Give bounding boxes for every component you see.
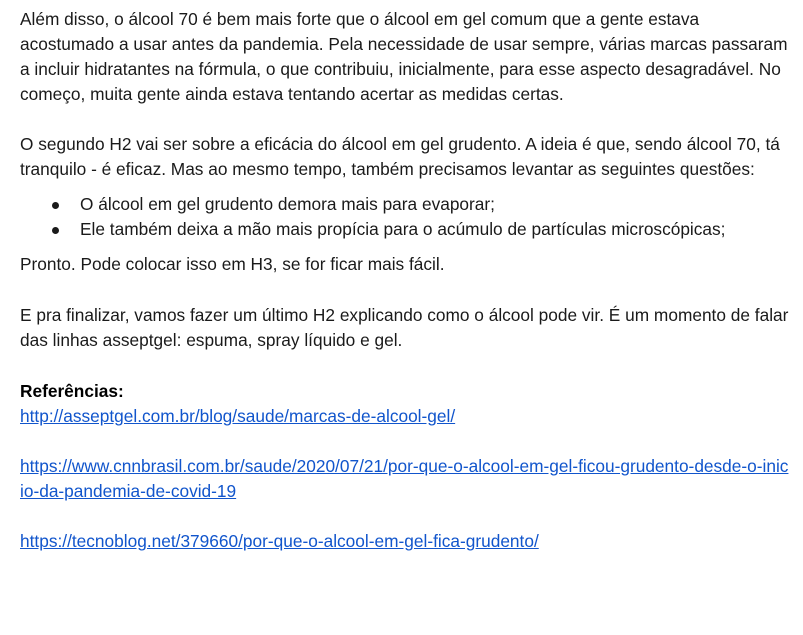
spacer bbox=[20, 504, 790, 529]
references-heading: Referências: bbox=[20, 381, 124, 401]
paragraph-second-h2: O segundo H2 vai ser sobre a eficácia do álcool em gel grudento. A ideia é que, sendo álcool 70, tá tranquilo - é eficaz. Mas ao mesmo tempo, também precisamos levantar as seguintes questões: bbox=[20, 134, 780, 179]
bullet-dot-icon bbox=[52, 227, 59, 234]
paragraph-final-h2: E pra finalizar, vamos fazer um último H2 explicando como o álcool pode vir. É um momento de falar das linhas asseptgel: espuma, spray líquido e gel. bbox=[20, 305, 789, 350]
list-item bbox=[20, 192, 790, 217]
reference-link-cnnbrasil[interactable]: https://www.cnnbrasil.com.br/saude/2020/07/21/por-que-o-alcool-em-gel-ficou-grudento-desde-o-inicio-da-pandemia-de-covid-19 bbox=[20, 456, 789, 501]
paragraph-h3-note: Pronto. Pode colocar isso em H3, se for ficar mais fácil. bbox=[20, 254, 445, 274]
bullet-list bbox=[20, 192, 790, 242]
bullet-dot-icon bbox=[52, 202, 59, 209]
paragraph-intro: Além disso, o álcool 70 é bem mais forte que o álcool em gel comum que a gente estava acostumado a usar antes da pandemia. Pela necessidade de usar sempre, várias marcas passaram a incluir hidratantes na fórmula, o que contribuiu, inicialmente, para esse aspecto desagradável. No começo, muita gente ainda estava tentando acertar as medidas certas. bbox=[20, 9, 788, 104]
list-item-text: Ele também deixa a mão mais propícia para o acúmulo de partículas microscópicas; bbox=[80, 219, 726, 239]
reference-link-tecnoblog[interactable]: https://tecnoblog.net/379660/por-que-o-alcool-em-gel-fica-grudento/ bbox=[20, 531, 539, 551]
spacer bbox=[20, 429, 790, 454]
list-item-text: O álcool em gel grudento demora mais para evaporar; bbox=[80, 194, 495, 214]
reference-link-asseptgel[interactable]: http://asseptgel.com.br/blog/saude/marcas-de-alcool-gel/ bbox=[20, 406, 456, 426]
list-item bbox=[20, 217, 790, 242]
